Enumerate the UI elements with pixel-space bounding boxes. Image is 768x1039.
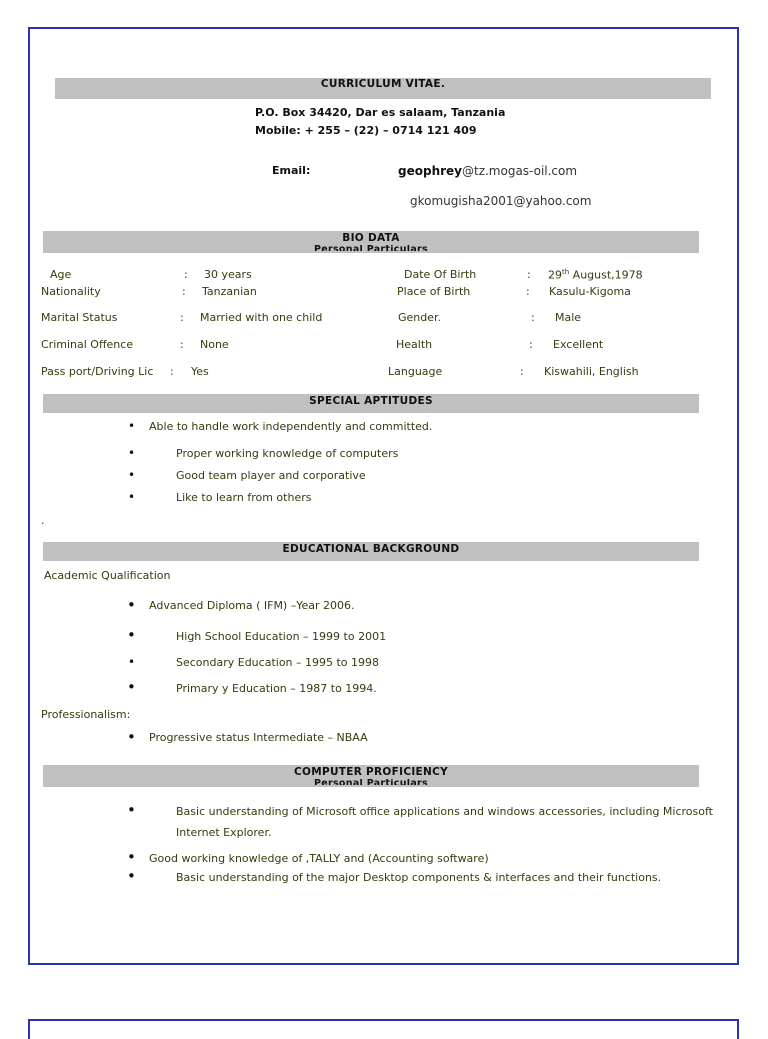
bullet-icon: • (127, 626, 136, 644)
academic-item: Primary y Education – 1987 to 1994. (176, 682, 377, 695)
professional-label: Professionalism: (41, 708, 131, 721)
bullet-icon: • (128, 446, 136, 460)
bio-sep: : (180, 311, 184, 324)
address: P.O. Box 34420, Dar es salaam, Tanzania (255, 106, 506, 119)
computer-item: Basic understanding of the major Desktop components & interfaces and their functions. (176, 871, 662, 884)
academic-item: Advanced Diploma ( IFM) –Year 2006. (149, 599, 355, 612)
bio-label-health: Health (396, 338, 433, 351)
computer-item-cont: Internet Explorer. (176, 826, 272, 839)
academic-item: High School Education – 1999 to 2001 (176, 630, 387, 643)
computer-subheading: Personal Particulars (313, 779, 428, 785)
bio-sep: : (180, 338, 184, 351)
bio-value-dob: 29th August,1978 (548, 268, 643, 282)
bullet-icon: • (127, 728, 136, 746)
computer-item: Good working knowledge of ,TALLY and (Accounting software) (149, 852, 489, 865)
bio-value-age: 30 years (204, 268, 252, 281)
bio-sep: : (170, 365, 174, 378)
bio-sep: : (184, 268, 188, 281)
trailing-dot: . (41, 514, 45, 527)
bullet-icon: • (127, 801, 136, 819)
bio-value-gender: Male (555, 311, 582, 324)
mobile: Mobile: + 255 – (22) – 0714 121 409 (255, 124, 477, 137)
aptitudes-bar (43, 394, 699, 413)
aptitude-item: Good team player and corporative (176, 469, 366, 482)
title-bar (55, 78, 711, 99)
bullet-icon: • (127, 848, 136, 866)
email-domain: @tz.mogas-oil.com (461, 164, 578, 178)
bio-value-criminal: None (200, 338, 229, 351)
bullet-icon: • (127, 867, 136, 885)
bio-label-pob: Place of Birth (397, 285, 471, 298)
aptitude-item: Like to learn from others (176, 491, 312, 504)
professional-item: Progressive status Intermediate – NBAA (149, 731, 368, 744)
education-heading: EDUCATIONAL BACKGROUND (282, 543, 460, 555)
bio-value-marital: Married with one child (200, 311, 323, 324)
education-bar (43, 542, 699, 561)
email-secondary[interactable]: gkomugisha2001@yahoo.com (410, 194, 592, 208)
bio-sep: : (527, 268, 531, 281)
bio-value-language: Kiswahili, English (544, 365, 639, 378)
academic-label: Academic Qualification (44, 569, 171, 582)
bio-label-language: Language (388, 365, 443, 378)
bio-subheading: Personal Particulars (313, 245, 428, 251)
bio-sep: : (529, 338, 533, 351)
bio-sep: : (520, 365, 524, 378)
bio-value-pob: Kasulu-Kigoma (549, 285, 631, 298)
bio-sep: : (531, 311, 535, 324)
bullet-icon: • (128, 490, 136, 504)
academic-item: Secondary Education – 1995 to 1998 (176, 656, 380, 669)
bullet-icon: • (128, 655, 136, 669)
bio-label-passport: Pass port/Driving Lic (41, 365, 154, 378)
computer-heading: COMPUTER PROFICIENCY (293, 766, 449, 778)
aptitude-item: Able to handle work independently and committed. (149, 420, 433, 433)
cv-title: CURRICULUM VITAE. (320, 78, 446, 90)
email-user: geophrey (398, 164, 462, 178)
bio-sep: : (526, 285, 530, 298)
bio-label-nationality: Nationality (41, 285, 101, 298)
bio-value-health: Excellent (553, 338, 604, 351)
next-page (28, 1019, 739, 1039)
bullet-icon: • (128, 468, 136, 482)
bio-value-nationality: Tanzanian (202, 285, 257, 298)
bio-label-age: Age (50, 268, 72, 281)
bio-bar (43, 231, 699, 253)
computer-bar (43, 765, 699, 787)
computer-item: Basic understanding of Microsoft office applications and windows accessories, including Microsoft (176, 805, 713, 818)
bio-label-dob: Date Of Birth (404, 268, 477, 281)
email-primary[interactable] (398, 164, 577, 178)
bio-value-passport: Yes (191, 365, 209, 378)
aptitude-item: Proper working knowledge of computers (176, 447, 399, 460)
bio-label-marital: Marital Status (41, 311, 118, 324)
email-label: Email: (272, 164, 311, 177)
bio-label-gender: Gender. (398, 311, 442, 324)
bio-heading: BIO DATA (342, 232, 400, 244)
aptitudes-heading: SPECIAL APTITUDES (309, 395, 433, 407)
bio-label-criminal: Criminal Offence (41, 338, 134, 351)
bullet-icon: • (127, 678, 136, 696)
bullet-icon: • (128, 419, 136, 433)
bullet-icon: • (127, 596, 136, 614)
bio-sep: : (182, 285, 186, 298)
